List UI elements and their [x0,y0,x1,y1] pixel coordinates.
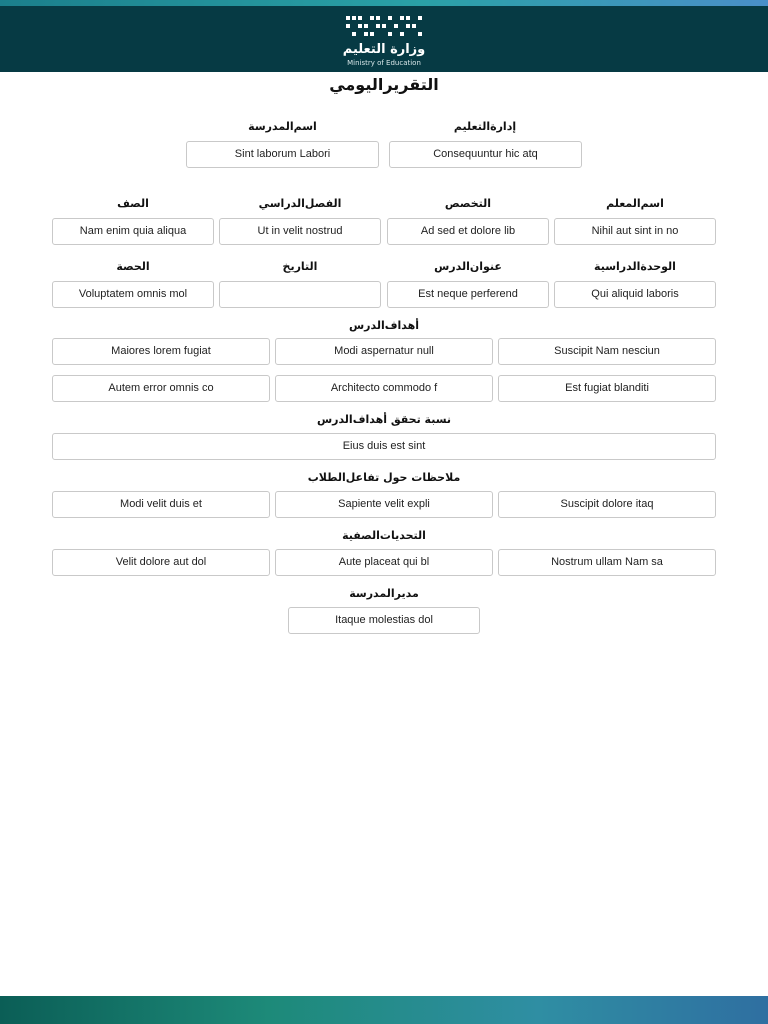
page-title: التقريراليومي [329,75,439,94]
achievement-label: نسبة تحقق أهداف‌الدرس [316,413,452,426]
grade-label: الصف [117,197,149,210]
note-field[interactable]: Sapiente velit expli [275,491,493,518]
note-field[interactable]: Modi velit duis et [52,491,270,518]
date-field[interactable] [219,281,381,308]
classroom-challenges-label: التحديات‌الصفية [342,529,426,542]
principal-field[interactable]: Itaque molestias dol [288,607,480,634]
semester-label: الفصل‌الدراسي [258,197,342,210]
period-field[interactable]: Voluptatem omnis mol [52,281,214,308]
school-name-field[interactable]: Sint laborum Labori [186,141,379,168]
logo-english-text: Ministry of Education [347,59,421,67]
logo-arabic-text: وزارة التعليم [342,42,426,57]
footer-bar [0,996,768,1024]
student-interaction-notes-label: ملاحظات حول تفاعل‌الطلاب [307,471,461,484]
principal-label: مدير‌المدرسة [349,587,419,600]
note-field[interactable]: Suscipit dolore itaq [498,491,716,518]
semester-field[interactable]: Ut in velit nostrud [219,218,381,245]
objectives-label: أهداف‌الدرس [348,319,420,332]
school-name-label: اسم‌المدرسة [248,120,317,133]
date-label: التاريخ [282,260,318,273]
objective-field[interactable]: Autem error omnis co [52,375,270,402]
objective-field[interactable]: Maiores lorem fugiat [52,338,270,365]
challenge-field[interactable]: Velit dolore aut dol [52,549,270,576]
achievement-field[interactable]: Eius duis est sint [52,433,716,460]
unit-field[interactable]: Qui aliquid laboris [554,281,716,308]
objective-field[interactable]: Suscipit Nam nesciun [498,338,716,365]
objective-field[interactable]: Est fugiat blanditi [498,375,716,402]
teacher-name-label: اسم‌المعلم [606,197,664,210]
header-banner [0,6,768,72]
unit-label: الوحدةالدراسية [594,260,676,273]
teacher-name-field[interactable]: Nihil aut sint in no [554,218,716,245]
specialty-field[interactable]: Ad sed et dolore lib [387,218,549,245]
education-admin-label: إدارةالتعليم [453,120,517,133]
ministry-logo [334,12,434,72]
ministry-logo-icon [344,14,424,40]
objective-field[interactable]: Modi aspernatur null [275,338,493,365]
challenge-field[interactable]: Aute placeat qui bl [275,549,493,576]
period-label: الحصة [116,260,150,273]
specialty-label: التخصص [444,197,492,210]
objective-field[interactable]: Architecto commodo f [275,375,493,402]
challenge-field[interactable]: Nostrum ullam Nam sa [498,549,716,576]
lesson-title-field[interactable]: Est neque perferend [387,281,549,308]
lesson-title-label: عنوان‌الدرس [434,260,502,273]
grade-field[interactable]: Nam enim quia aliqua [52,218,214,245]
education-admin-field[interactable]: Consequuntur hic atq [389,141,582,168]
